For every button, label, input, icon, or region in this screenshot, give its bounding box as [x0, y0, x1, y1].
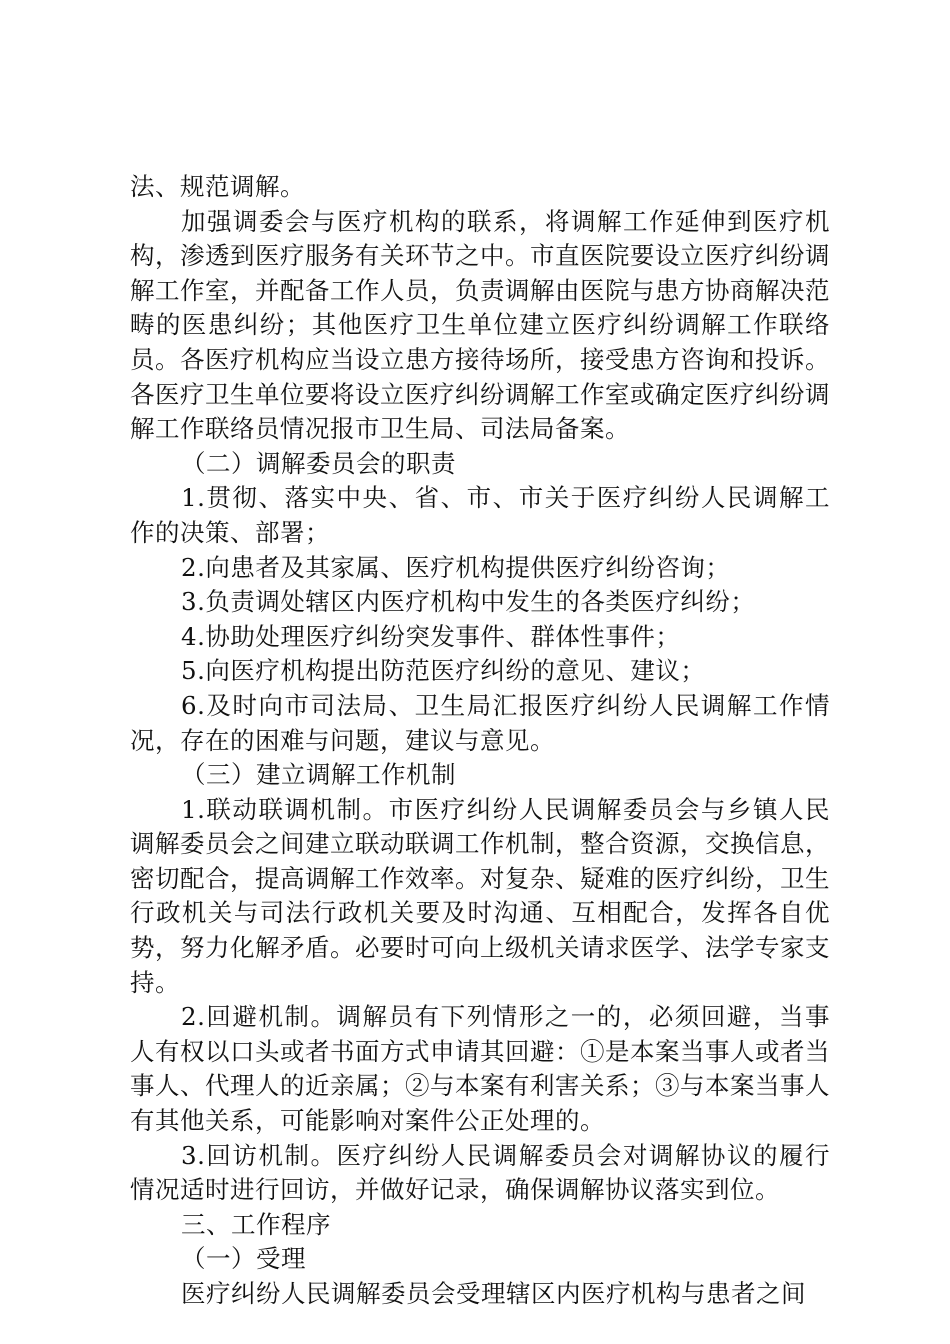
list-item: 3.负责调处辖区内医疗机构中发生的各类医疗纠纷； — [181, 587, 756, 617]
section-heading: （一）受理 — [181, 1244, 306, 1274]
section-heading: （三）建立调解工作机制 — [181, 760, 456, 790]
section-heading: 三、工作程序 — [181, 1209, 331, 1239]
section-heading: （二）调解委员会的职责 — [181, 448, 456, 478]
list-item: 2.回避机制。调解员有下列情形之一的，必须回避，当事人有权以口头或者书面方式申请其回避：①是本案当事人或者当事人、代理人的近亲属；②与本案有利害关系；③与本案当事人有其他关系，可能影响对案件公正处理的。 — [130, 1002, 830, 1136]
list-item: 5.向医疗机构提出防范医疗纠纷的意见、建议； — [181, 656, 706, 686]
paragraph: 法、规范调解。 — [130, 172, 305, 201]
paragraph: 医疗纠纷人民调解委员会受理辖区内医疗机构与患者之间 — [181, 1279, 806, 1308]
list-item: 1.贯彻、落实中央、省、市、市关于医疗纠纷人民调解工作的决策、部署； — [130, 483, 830, 547]
list-item: 6.及时向市司法局、卫生局汇报医疗纠纷人民调解工作情况，存在的困难与问题，建议与意见。 — [130, 690, 830, 755]
paragraph: 加强调委会与医疗机构的联系，将调解工作延伸到医疗机构，渗透到医疗服务有关环节之中。市直医院要设立医疗纠纷调解工作室，并配备工作人员，负责调解由医院与患方协商解决范畴的医患纠纷；其他医疗卫生单位建立医疗纠纷调解工作联络员。各医疗机构应当设立患方接待场所，接受患方咨询和投诉。各医疗卫生单位要将设立医疗纠纷调解工作室或确定医疗纠纷调解工作联络员情况报市卫生局、司法局备案。 — [130, 206, 830, 444]
list-item: 1.联动联调机制。市医疗纠纷人民调解委员会与乡镇人民调解委员会之间建立联动联调工作机制，整合资源，交换信息，密切配合，提高调解工作效率。对复杂、疑难的医疗纠纷，卫生行政机关与司法行政机关要及时沟通、互相配合，发挥各自优势，努力化解矛盾。必要时可向上级机关请求医学、法学专家支持。 — [130, 794, 830, 997]
list-item: 2.向患者及其家属、医疗机构提供医疗纠纷咨询； — [181, 552, 731, 582]
document-page — [130, 170, 830, 1312]
list-item: 3.回访机制。医疗纠纷人民调解委员会对调解协议的履行情况适时进行回访，并做好记录，确保调解协议落实到位。 — [130, 1140, 830, 1205]
list-item: 4.协助处理医疗纠纷突发事件、群体性事件； — [181, 621, 681, 651]
